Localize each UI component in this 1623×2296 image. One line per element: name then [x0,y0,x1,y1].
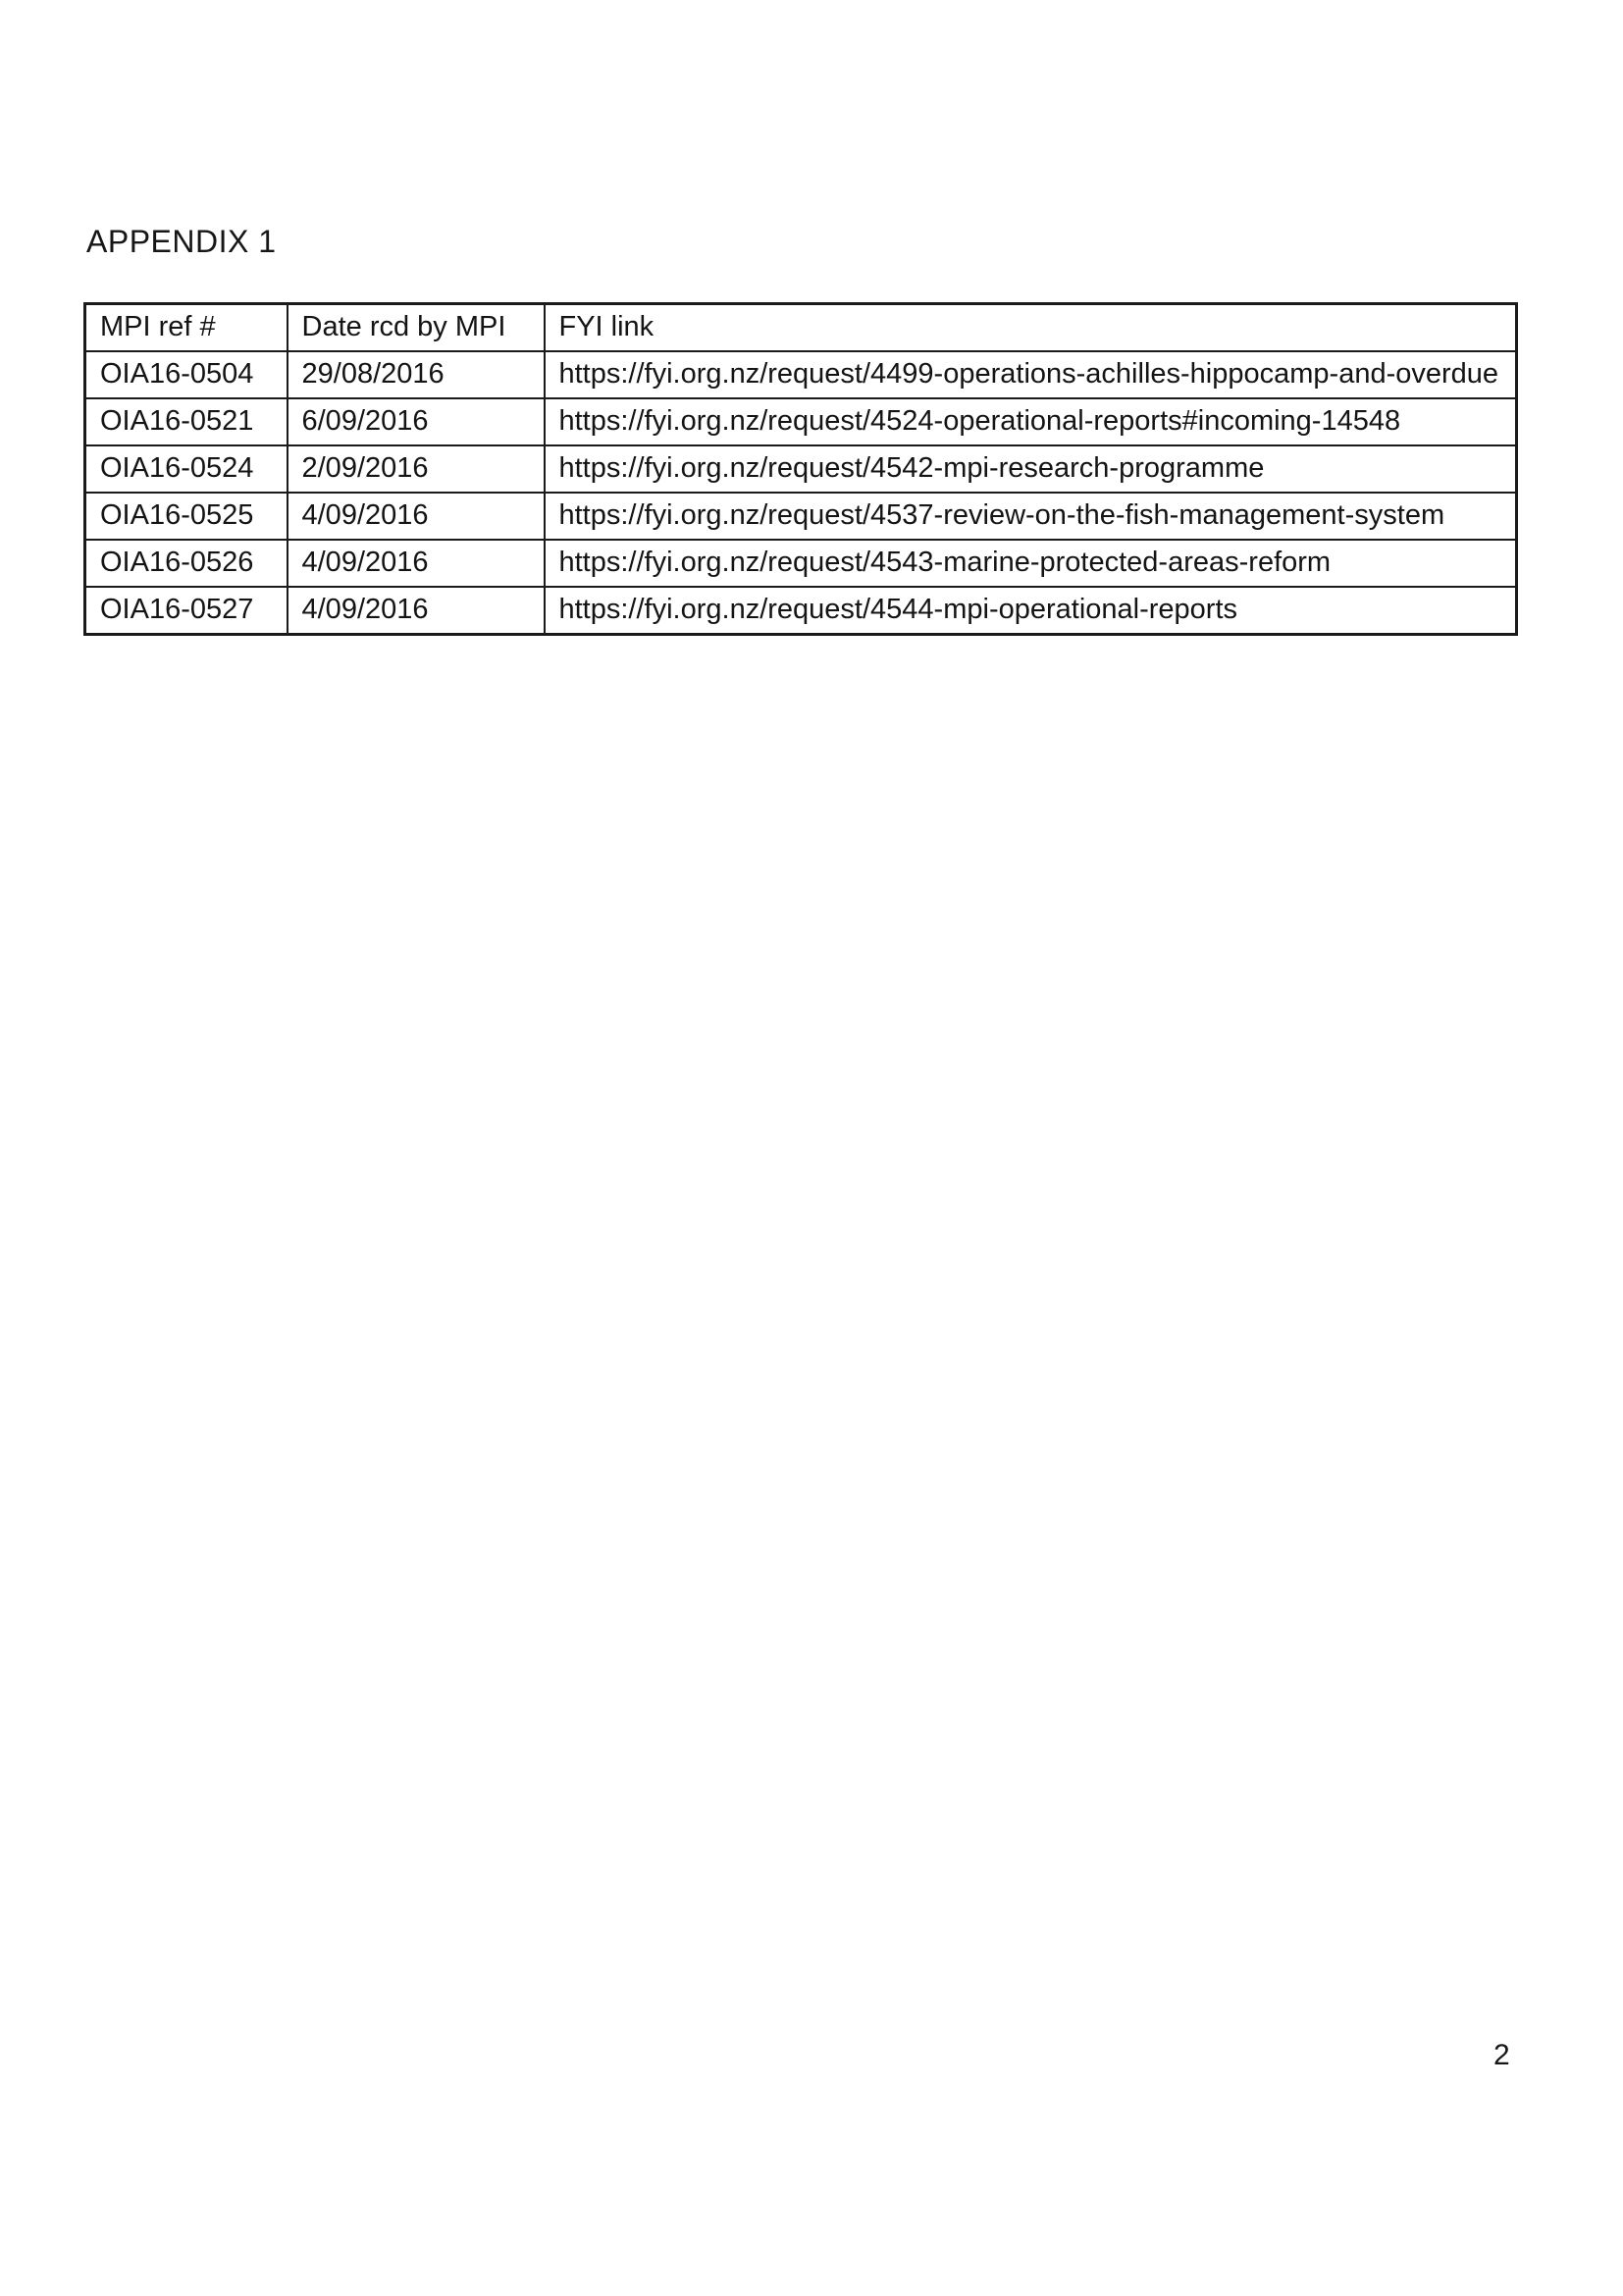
cell-date: 4/09/2016 [288,587,545,635]
cell-mpi-ref: OIA16-0526 [85,540,288,587]
cell-date: 2/09/2016 [288,445,545,493]
cell-mpi-ref: OIA16-0525 [85,493,288,540]
table-row [85,540,1517,587]
column-header-date-rcd: Date rcd by MPI [288,304,545,352]
cell-fyi-link: https://fyi.org.nz/request/4542-mpi-research-programme [545,445,1517,493]
page-number: 2 [1493,2039,1510,2071]
table-row [85,445,1517,493]
page-title: APPENDIX 1 [86,224,277,259]
cell-mpi-ref: OIA16-0521 [85,398,288,445]
table-row [85,351,1517,398]
cell-fyi-link: https://fyi.org.nz/request/4499-operations-achilles-hippocamp-and-overdue [545,351,1517,398]
cell-date: 6/09/2016 [288,398,545,445]
column-header-fyi-link: FYI link [545,304,1517,352]
cell-date: 4/09/2016 [288,540,545,587]
cell-fyi-link: https://fyi.org.nz/request/4543-marine-protected-areas-reform [545,540,1517,587]
appendix-table [83,302,1518,636]
cell-fyi-link: https://fyi.org.nz/request/4544-mpi-operational-reports [545,587,1517,635]
cell-fyi-link: https://fyi.org.nz/request/4524-operational-reports#incoming-14548 [545,398,1517,445]
table-row [85,398,1517,445]
cell-mpi-ref: OIA16-0527 [85,587,288,635]
cell-fyi-link: https://fyi.org.nz/request/4537-review-on-the-fish-management-system [545,493,1517,540]
table-header-row [85,304,1517,352]
cell-date: 29/08/2016 [288,351,545,398]
table-row [85,493,1517,540]
cell-date: 4/09/2016 [288,493,545,540]
table-row [85,587,1517,635]
column-header-mpi-ref: MPI ref # [85,304,288,352]
cell-mpi-ref: OIA16-0504 [85,351,288,398]
cell-mpi-ref: OIA16-0524 [85,445,288,493]
